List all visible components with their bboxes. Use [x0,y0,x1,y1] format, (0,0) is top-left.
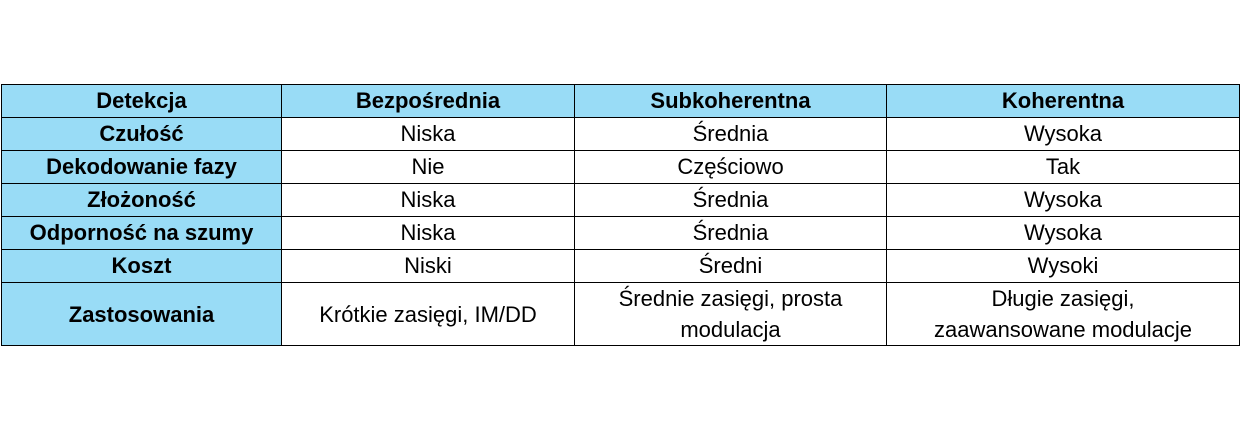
header-bezposrednia: Bezpośrednia [282,85,575,118]
row-label: Czułość [2,118,282,151]
header-koherentna: Koherentna [887,85,1240,118]
row-label: Koszt [2,250,282,283]
cell-line: Średnie zasięgi, prosta [618,286,843,311]
table-cell: Nie [282,151,575,184]
table-cell: Średnia [575,118,887,151]
table-row [2,283,1240,346]
row-label: Dekodowanie fazy [2,151,282,184]
table-row [2,217,1240,250]
table-cell: Wysoka [887,184,1240,217]
detection-comparison-table [1,84,1240,346]
table-cell: Tak [887,151,1240,184]
table-cell: Średnia [575,217,887,250]
table-cell: Wysoka [887,118,1240,151]
cell-line: Długie zasięgi, [991,286,1135,311]
table-cell [887,283,1240,346]
table-cell: Niska [282,217,575,250]
cell-line: modulacja [680,317,781,342]
table-row [2,151,1240,184]
table-cell: Wysoka [887,217,1240,250]
cell-line: zaawansowane modulacje [933,317,1193,342]
table-cell: Średni [575,250,887,283]
table-header-row [2,85,1240,118]
table-row [2,184,1240,217]
table-cell [575,283,887,346]
table-row [2,250,1240,283]
table-cell [282,283,575,346]
row-label: Złożoność [2,184,282,217]
header-subkoherentna: Subkoherentna [575,85,887,118]
row-label: Zastosowania [2,283,282,346]
table-cell: Wysoki [887,250,1240,283]
table-cell: Częściowo [575,151,887,184]
table-row [2,118,1240,151]
table-cell: Niska [282,184,575,217]
table-cell: Średnia [575,184,887,217]
header-detekcja: Detekcja [2,85,282,118]
table-cell: Niska [282,118,575,151]
table-cell: Niski [282,250,575,283]
row-label: Odporność na szumy [2,217,282,250]
cell-line: Krótkie zasięgi, IM/DD [319,301,537,327]
